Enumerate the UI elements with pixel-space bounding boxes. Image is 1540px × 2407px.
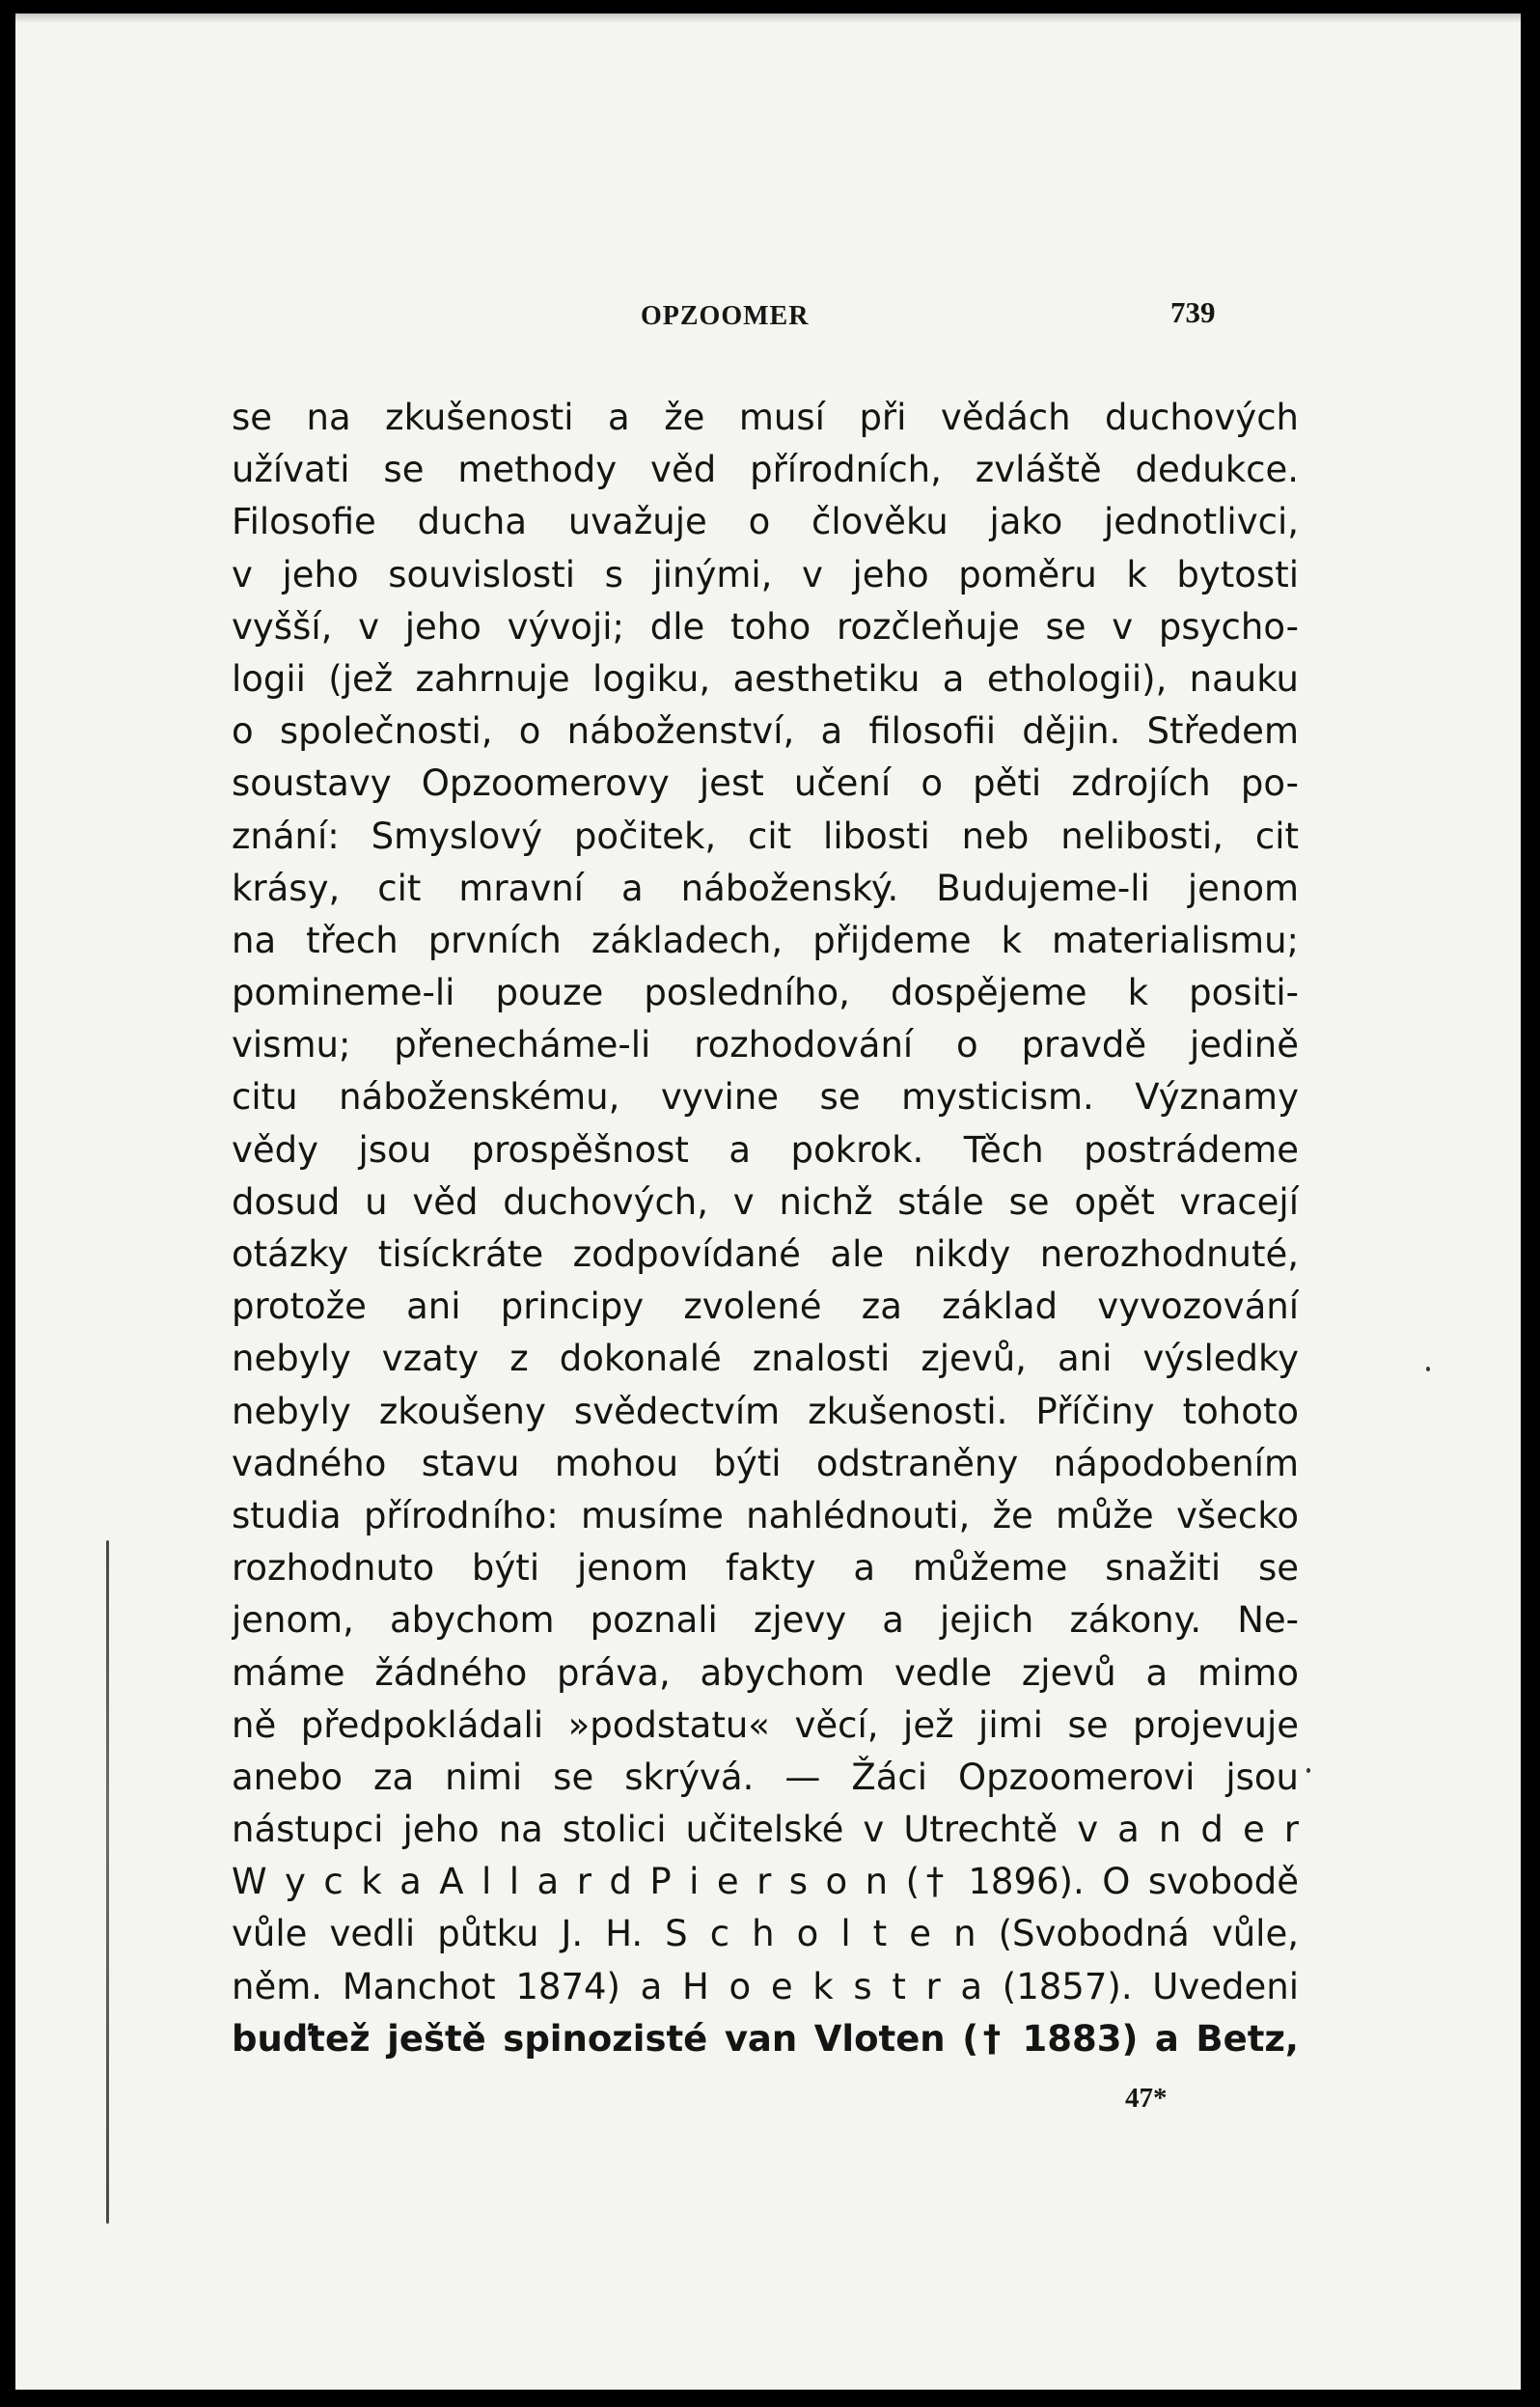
text-line: studia přírodního: musíme nahlédnouti, že může všecko xyxy=(232,1494,1299,1536)
text-line: pomineme-li pouze posledního, dospějeme k positi- xyxy=(232,972,1299,1014)
text-line: nástupci jeho na stolici učitelské v Utrechtě v a n d e r xyxy=(232,1809,1299,1851)
text-line: v jeho souvislosti s jinými, v jeho poměru k bytosti xyxy=(232,553,1299,595)
text-line: protože ani principy zvolené za základ vyvozování xyxy=(232,1286,1299,1328)
text-line: užívati se methody věd přírodních, zvláště dedukce. xyxy=(232,449,1299,491)
scan-speck xyxy=(1426,1367,1430,1371)
text-line: soustavy Opzoomerovy jest učení o pěti zdrojích po- xyxy=(232,762,1299,805)
text-line: vůle vedli půtku J. H. S c h o l t e n (Svobodná vůle, xyxy=(232,1913,1299,1955)
text-line: na třech prvních základech, přijdeme k materialismu; xyxy=(232,919,1299,961)
text-line: anebo za nimi se skrývá. — Žáci Opzoomerovi jsou xyxy=(232,1756,1299,1798)
scan-shadow xyxy=(15,14,1521,23)
text-line: buďtež ještě spinozisté van Vloten († 1883) a Betz, xyxy=(232,2017,1299,2060)
text-line: dosud u věd duchových, v nichž stále se opět vracejí xyxy=(232,1180,1299,1223)
text-line: nebyly vzaty z dokonalé znalosti zjevů, ani výsledky xyxy=(232,1338,1299,1380)
running-head: OPZOOMER xyxy=(641,301,810,331)
text-line: o společnosti, o náboženství, a filosofii dějin. Středem xyxy=(232,710,1299,753)
text-line: vědy jsou prospěšnost a pokrok. Těch postrádeme xyxy=(232,1128,1299,1171)
text-line: otázky tisíckráte zodpovídané ale nikdy nerozhodnuté, xyxy=(232,1233,1299,1275)
text-line: krásy, cit mravní a náboženský. Budujeme-li jenom xyxy=(232,867,1299,909)
text-line: jenom, abychom poznali zjevy a jejich zákony. Ne- xyxy=(232,1599,1299,1642)
text-line: ně předpokládali »podstatu« věcí, jež jimi se projevuje xyxy=(232,1703,1299,1746)
body-text xyxy=(232,392,1299,2065)
text-line: nebyly zkoušeny svědectvím zkušenosti. Příčiny tohoto xyxy=(232,1390,1299,1432)
text-line: W y c k a A l l a r d P i e r s o n († 1896). O svobodě xyxy=(232,1861,1299,1903)
book-page xyxy=(15,14,1521,2390)
margin-pencil-mark xyxy=(106,1540,109,2224)
text-line: se na zkušenosti a že musí při vědách duchových xyxy=(232,397,1299,438)
text-line: vyšší, v jeho vývoji; dle toho rozčleňuje se v psycho- xyxy=(232,605,1299,648)
signature-mark: 47* xyxy=(1125,2083,1168,2114)
text-line: citu náboženskému, vyvine se mysticism. Významy xyxy=(232,1076,1299,1119)
text-line: vadného stavu mohou býti odstraněny nápodobením xyxy=(232,1442,1299,1484)
scan-speck xyxy=(1306,1768,1310,1773)
page-number: 739 xyxy=(1170,295,1216,329)
text-line: znání: Smyslový počitek, cit libosti neb nelibosti, cit xyxy=(232,815,1299,857)
text-line: rozhodnuto býti jenom fakty a můžeme snažiti se xyxy=(232,1547,1299,1590)
text-line: logii (jež zahrnuje logiku, aesthetiku a ethologii), nauku xyxy=(232,657,1299,700)
text-line: Filosofie ducha uvažuje o člověku jako jednotlivci, xyxy=(232,501,1299,543)
text-line: něm. Manchot 1874) a H o e k s t r a (1857). Uvedeni xyxy=(232,1965,1299,2007)
text-line: máme žádného práva, abychom vedle zjevů a mimo xyxy=(232,1651,1299,1694)
text-line: vismu; přenecháme-li rozhodování o pravdě jedině xyxy=(232,1024,1299,1066)
